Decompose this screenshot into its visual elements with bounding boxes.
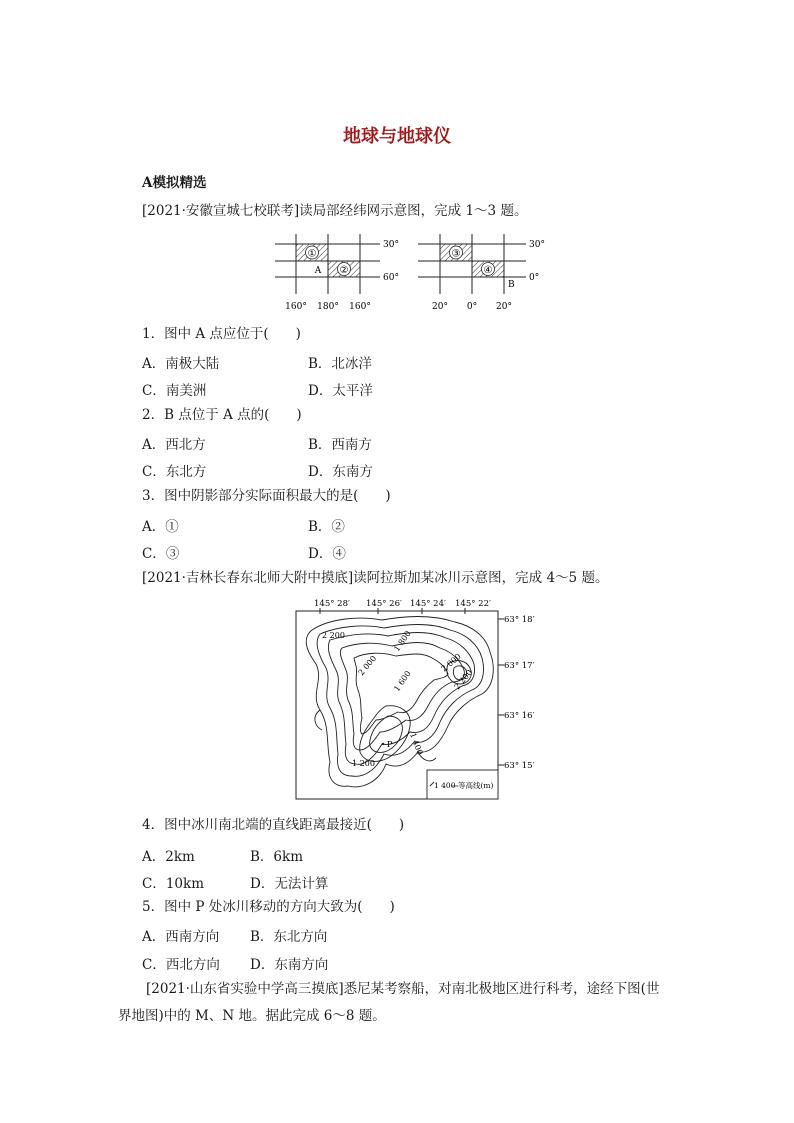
lon-label: 0° bbox=[466, 302, 478, 312]
lon-label: 145° 26′ bbox=[366, 599, 402, 609]
cell-label-2: ② bbox=[339, 265, 349, 276]
option-a: A．南极大陆 bbox=[142, 356, 220, 372]
option-c: C．西北方向 bbox=[142, 957, 220, 973]
lon-label: 20° bbox=[496, 302, 512, 312]
option-c: C．10km bbox=[142, 876, 204, 892]
option-b: B．6km bbox=[250, 849, 303, 865]
intro-text: [2021·吉林长春东北师大附中摸底]读阿拉斯加某冰川示意图，完成 4～5 题。 bbox=[142, 570, 609, 586]
lon-label: 160° bbox=[285, 302, 307, 312]
option-b: B．西南方 bbox=[308, 437, 372, 453]
option-b: B．② bbox=[308, 519, 345, 535]
lat-label: 63° 18′ bbox=[504, 615, 535, 625]
lon-label: 145° 28′ bbox=[314, 599, 350, 609]
lat-label: 60° bbox=[383, 273, 399, 283]
contour-label: 2 000 bbox=[356, 653, 379, 678]
lat-label: 30° bbox=[383, 240, 399, 250]
intro-text: [2021·山东省实验中学高三摸底]悉尼某考察船，对南北极地区进行科考，途经下图(世 bbox=[146, 981, 660, 997]
lat-label: 30° bbox=[529, 240, 545, 250]
lon-label: 180° bbox=[317, 302, 339, 312]
lat-label: 63° 16′ bbox=[504, 711, 535, 721]
option-d: D．无法计算 bbox=[250, 876, 329, 892]
lon-label: 145° 22′ bbox=[455, 599, 491, 609]
option-a: A．① bbox=[142, 519, 179, 535]
lat-label: 0° bbox=[529, 273, 540, 283]
point-a-label: A bbox=[314, 266, 322, 276]
point-p-label: P bbox=[387, 740, 393, 749]
option-d: D．太平洋 bbox=[308, 383, 373, 399]
option-a: A．西北方 bbox=[142, 437, 206, 453]
question-2-stem: 2．B 点位于 A 点的( ) bbox=[142, 407, 302, 423]
contour-label: 2 200 bbox=[322, 631, 345, 640]
contour-label: 2 000 bbox=[439, 651, 463, 674]
lon-label: 145° 24′ bbox=[410, 599, 446, 609]
cell-label-1: ① bbox=[307, 248, 317, 260]
question-5-stem: 5．图中 P 处冰川移动的方向大致为( ) bbox=[142, 899, 395, 915]
page-title: 地球与地球仪 bbox=[343, 126, 451, 147]
option-a: A．西南方向 bbox=[142, 929, 220, 945]
option-b: B．东北方向 bbox=[250, 929, 328, 945]
intro-text: [2021·安徽宣城七校联考]读局部经纬网示意图，完成 1～3 题。 bbox=[142, 203, 528, 219]
contour-label: 1 800 bbox=[392, 629, 413, 654]
glacier-map bbox=[290, 594, 540, 804]
legend-label: 等高线(m) bbox=[458, 781, 494, 790]
option-a: A．2km bbox=[142, 849, 195, 865]
option-c: C．③ bbox=[142, 546, 180, 562]
section-heading: A模拟精选 bbox=[142, 175, 207, 191]
lon-label: 20° bbox=[432, 302, 448, 312]
cell-label-3: ③ bbox=[451, 248, 461, 260]
legend-value: 1 400 bbox=[434, 781, 456, 790]
lon-label: 160° bbox=[349, 302, 371, 312]
intro-text: 界地图)中的 M、N 地。据此完成 6～8 题。 bbox=[118, 1008, 386, 1024]
point-b-label: B bbox=[508, 280, 515, 290]
question-1-stem: 1．图中 A 点应位于( ) bbox=[142, 326, 301, 342]
option-d: D．④ bbox=[308, 546, 346, 562]
option-d: D．东南方 bbox=[308, 464, 373, 480]
lat-label: 63° 17′ bbox=[504, 661, 535, 671]
contour-label: 1 200 bbox=[352, 759, 375, 768]
question-4-stem: 4．图中冰川南北端的直线距离最接近( ) bbox=[142, 817, 405, 833]
graticule-figure bbox=[270, 232, 560, 314]
option-d: D．东南方向 bbox=[250, 957, 329, 973]
contour-label: 1 600 bbox=[392, 669, 413, 694]
option-c: C．东北方 bbox=[142, 464, 207, 480]
option-b: B．北冰洋 bbox=[308, 356, 372, 372]
contour-label: 1 400 bbox=[408, 731, 425, 757]
lat-label: 63° 15′ bbox=[504, 761, 535, 771]
option-c: C．南美洲 bbox=[142, 383, 207, 399]
contour-label: 2 200 bbox=[452, 667, 475, 692]
question-3-stem: 3．图中阴影部分实际面积最大的是( ) bbox=[142, 488, 391, 504]
cell-label-4: ④ bbox=[483, 265, 493, 276]
